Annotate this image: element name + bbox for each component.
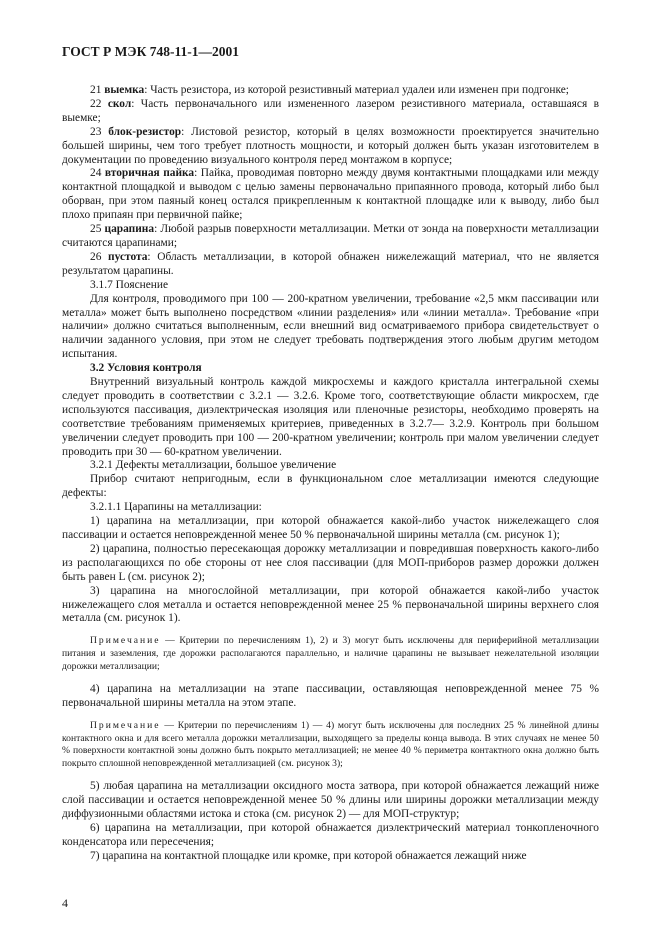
section-3-1-7-text: Для контроля, проводимого при 100 — 200-кратном увеличении, требование «2,5 мкм пассивации или металла» может быть выполнено посредством «линии разделения» или «линии металла». Требование «при наличии» должно считаться выполненным, если внешний вид осматриваемого прибора свидетельствует о наличии заданного условия, при этом не следует требовать подтверждения этого любым другим методом испытания. (62, 292, 599, 361)
definition-number: 21 (90, 84, 105, 96)
definition-number: 22 (90, 97, 108, 110)
section-3-2-1-heading: 3.2.1 Дефекты металлизации, большое увеличение (90, 459, 337, 472)
note-label: Примечание (90, 635, 161, 647)
note-1 (62, 635, 599, 673)
definition-number: 25 (90, 223, 105, 236)
list-item-4: 4) царапина на металлизации на этапе пассивации, оставляющая неповрежденной менее 75 % первоначальной ширины металла на этом этапе. (62, 683, 599, 710)
section-3-1-7-heading: 3.1.7 Пояснение (90, 278, 169, 291)
definition-text: : Любой разрыв поверхности металлизации. Метки от зонда на поверхности металлизации считаются царапинами; (62, 223, 599, 249)
definition-text: : Листовой резистор, который в целях возможности проектируется значительно большей ширины, чем того требует плотность мощности, и который должен быть указан изготовителем в документации по проведению визуального контроля перед монтажом в корпусе; (62, 125, 599, 166)
definition-26 (62, 251, 599, 279)
list-item-5: 5) любая царапина на металлизации оксидного моста затвора, при которой обнажается лежащий ниже слой пассивации и остается неповрежденной менее 50 % длины или ширины дорожки металлизации между диффузионными областями истока и стока (см. рисунок 2) — для МОП-структур; (62, 780, 599, 821)
list-item-3: 3) царапина на многослойной металлизации, при которой обнажается какой-либо участок нижележащего слоя металла и остается неповрежденной менее 25 % первоначальной ширины верхнего слоя металла (см. рисунок 1). (62, 584, 599, 625)
definition-21 (62, 84, 599, 98)
list-item-2: 2) царапина, полностью пересекающая дорожку металлизации и повредившая поверхность какого-либо из располагающихся по обе стороны от нее слоя пассивации (для МОП-приборов размер дорожки должен быть равен L (см. рисунок 2); (62, 542, 599, 583)
definition-text: : Пайка, проводимая повторно между двумя контактными площадками или между контактной площадкой и выводом с целью замены первоначально припаянного провода, который либо был оборван, при этом паяный конец остался прикрепленным к контактной площадке или к выводу, либо был плохо припаян при первичной пайке; (62, 167, 599, 222)
definition-24 (62, 167, 599, 223)
definition-number: 23 (90, 125, 109, 138)
note-text: — Критерии по перечислениям 1), 2) и 3) могут быть исключены для периферийной металлизации питания и заземления, где дорожки располагаются параллельно, и наличие царапины не вызывает нежелательной изоляции дорожки металлизации; (62, 635, 599, 672)
definition-text: : Область металлизации, в которой обнажен нижележащий материал, что не является результатом царапины. (62, 250, 599, 277)
definition-number: 26 (90, 250, 109, 263)
list-item-7: 7) царапина на контактной площадке или кромке, при которой обнажается лежащий ниже (90, 849, 527, 862)
definition-term: выемка (104, 84, 145, 96)
definition-22 (62, 98, 599, 126)
note-label: Примечание (90, 719, 161, 731)
definition-term: блок-резистор (108, 125, 182, 138)
definition-text: : Часть резистора, из которой резистивный материал удалеи или изменен при подгонке; (144, 84, 569, 96)
note-2 (62, 720, 599, 770)
definition-term: царапина (104, 223, 155, 236)
definition-25 (62, 223, 599, 251)
definition-term: пустота (108, 250, 148, 263)
definition-term: вторичная пайка (104, 167, 195, 180)
document-header: ГОСТ Р МЭК 748-11-1—2001 (62, 44, 239, 59)
section-3-2-1-text: Прибор считают непригодным, если в функциональном слое металлизации имеются следующие дефекты: (62, 473, 599, 500)
document-body (62, 84, 599, 864)
section-3-2-heading: 3.2 Условия контроля (90, 362, 202, 375)
definition-term: скол (107, 97, 132, 110)
definition-text: : Часть первоначального или измененного лазером резистивного материала, оставшаяся в выемке; (62, 97, 599, 124)
definition-23 (62, 126, 599, 168)
definition-number: 24 (90, 167, 105, 180)
note-text: — Критерии по перечислениям 1) — 4) могут быть исключены для последних 25 % линейной длины контактного окна и для всего металла дорожки металлизации, выходящего за пределы конца вывода. В этих случаях не менее 50 % поверхности контактной зоны должно быть покрыто металлизацией; не менее 40 % периметра контактного окна должно быть покрыто сплошной неповрежденной металлизацией (см. рисунок 3); (62, 719, 599, 769)
list-item-1: 1) царапина на металлизации, при которой обнажается какой-либо участок нижележащего слоя пассивации и остается неповрежденной менее 50 % первоначальной ширины металла (см. рисунок 1); (62, 515, 599, 541)
section-3-2-1-1-heading: 3.2.1.1 Царапины на металлизации: (90, 501, 262, 514)
section-3-2-text: Внутренний визуальный контроль каждой микросхемы и каждого кристалла интегральной схемы следует проводить в соответствии с 3.2.1 — 3.2.6. Кроме того, соответствующие области микросхем, где используются пассивация, диэлектрическая изоляция или пленочные резисторы, необходимо проверять на соответствие требованиям применяемых критериев, приведенных в 3.2.7— 3.2.9. Контроль при большом увеличении следует проводить при 100 — 200-кратном увеличении; контроль при малом увеличении следует проводить при 30 — 60-кратном увеличении. (62, 376, 599, 458)
list-item-6: 6) царапина на металлизации, при которой обнажается диэлектрический материал тонкопленочного конденсатора или пересечения; (62, 822, 599, 848)
page-number: 4 (62, 896, 68, 910)
